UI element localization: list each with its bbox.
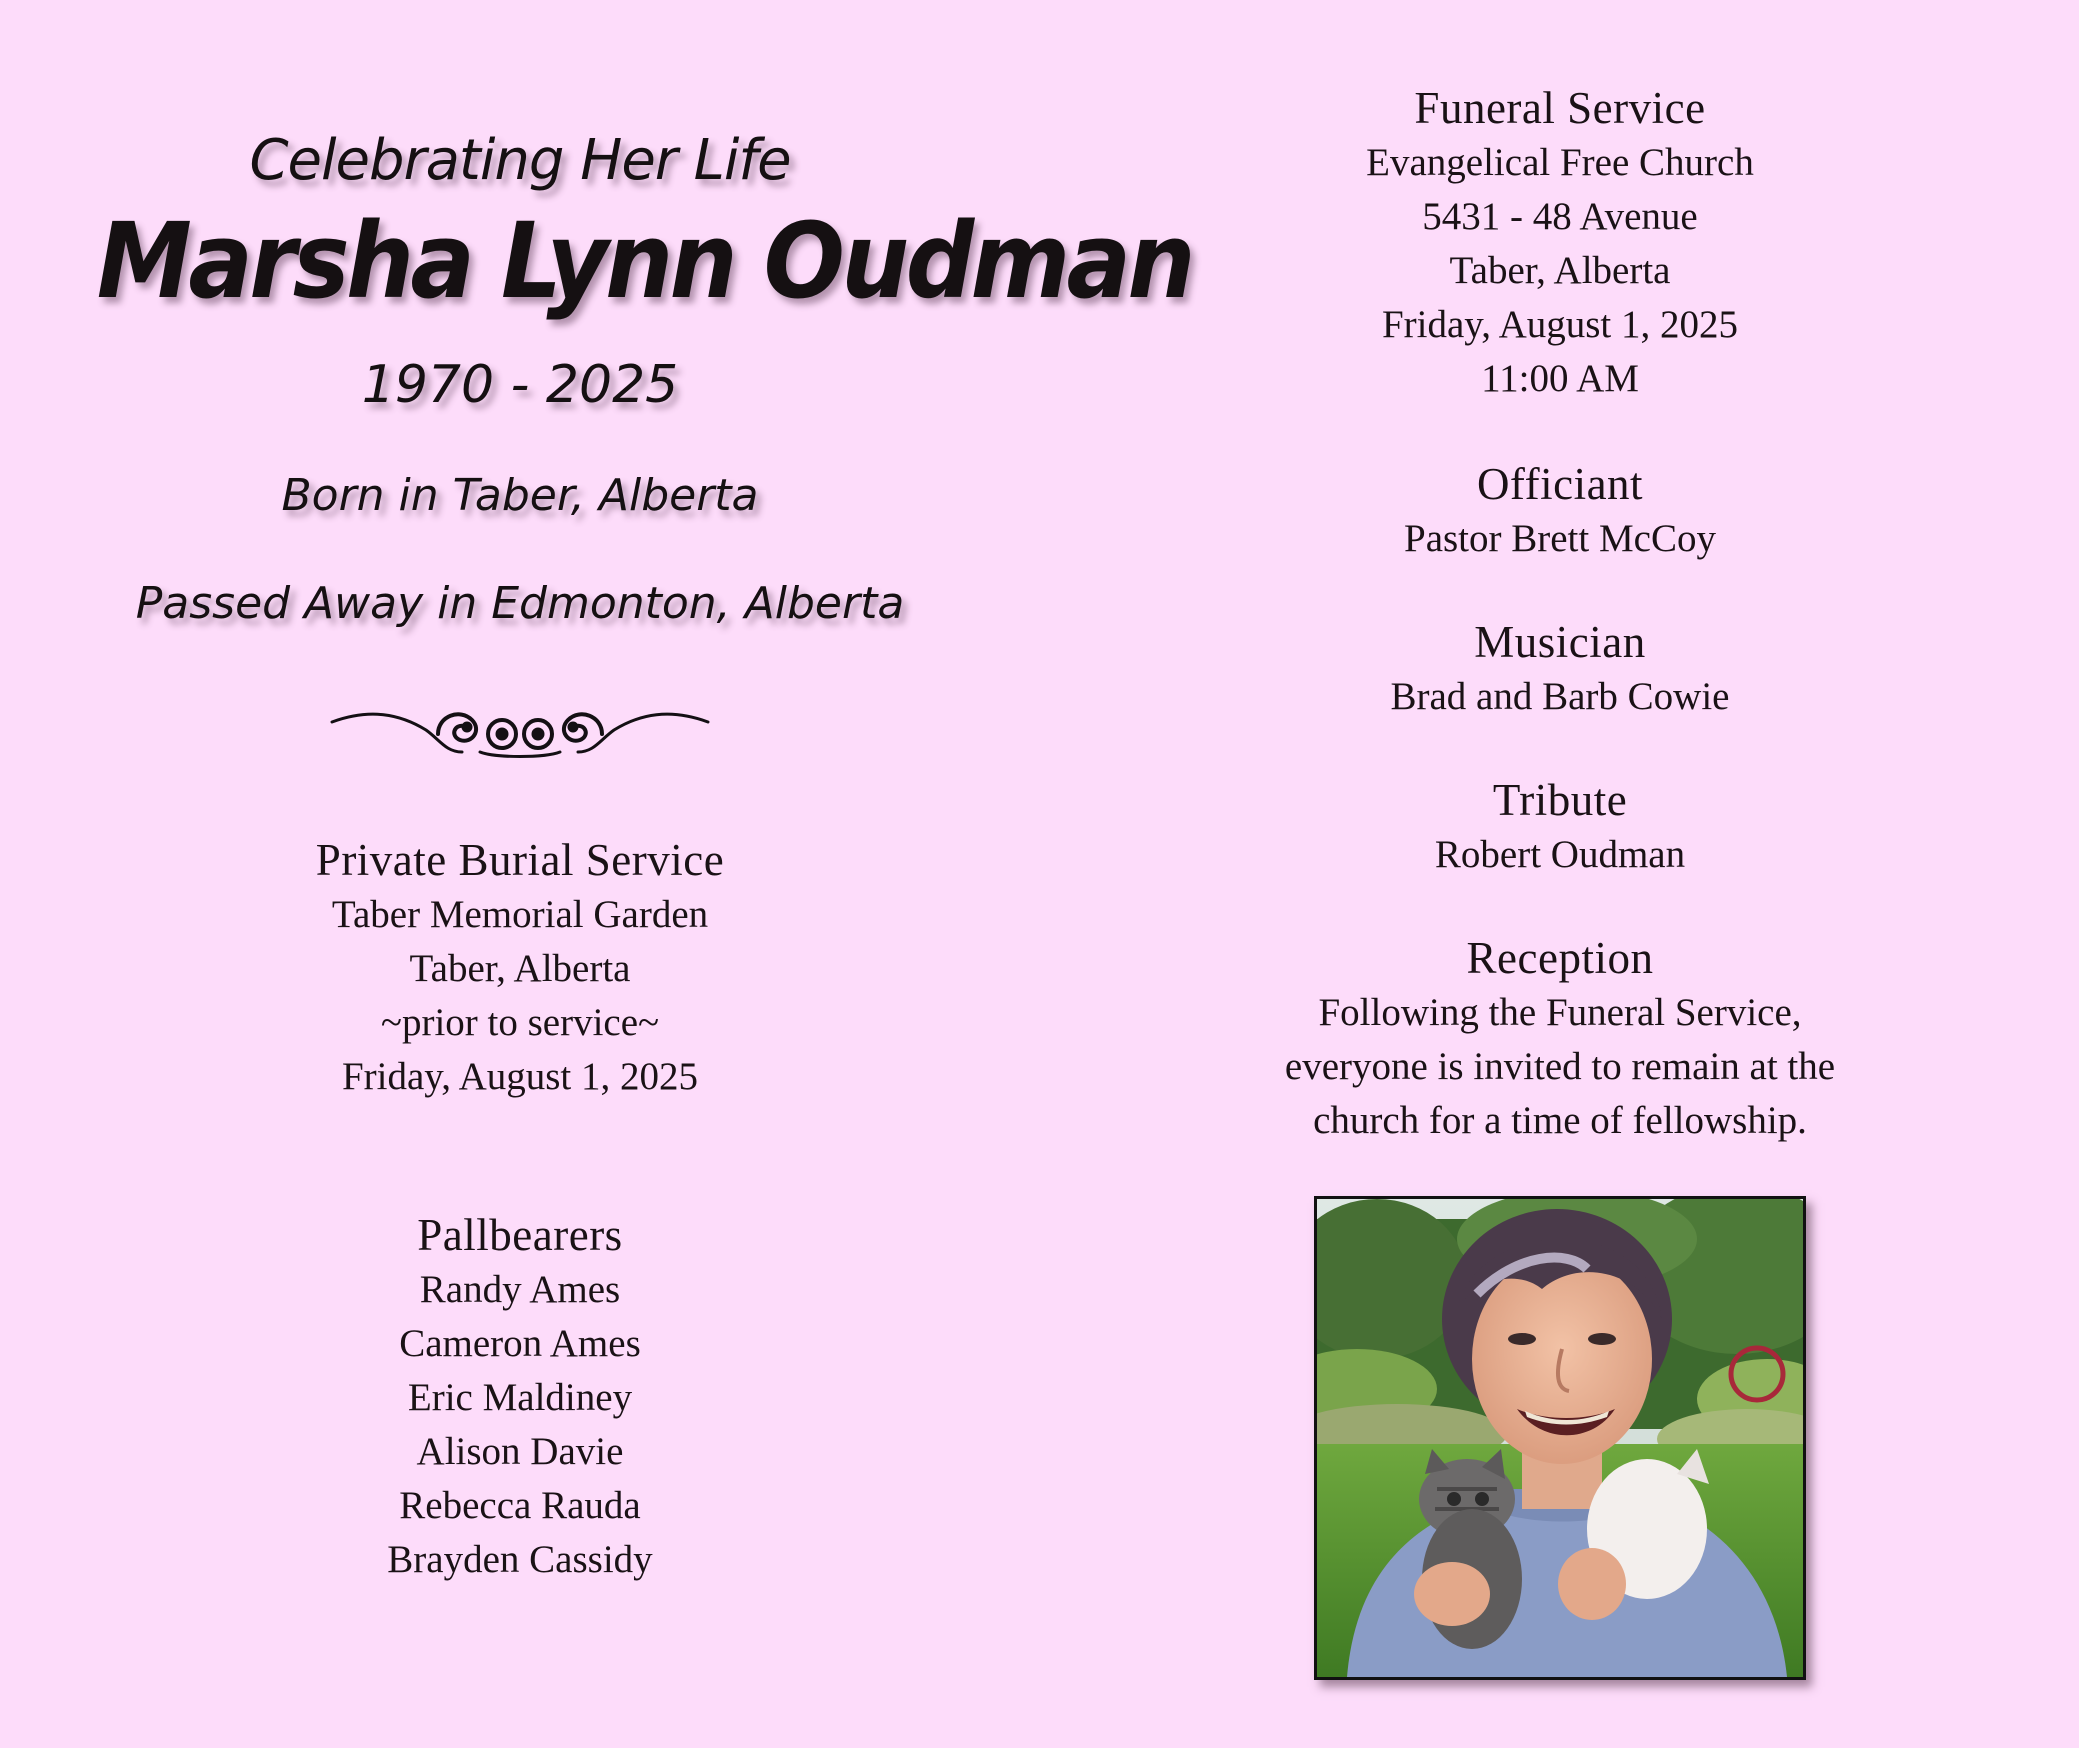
officiant-name: Pastor Brett McCoy [1404,517,1716,560]
reception-section [1140,930,1980,1148]
pallbearer-name: Eric Maldiney [407,1376,633,1419]
tribute-name: Robert Oudman [1434,833,1686,876]
pallbearer-name: Randy Ames [419,1268,621,1311]
deceased-name: Marsha Lynn Oudman [96,200,1192,322]
funeral-line: Taber, Alberta [1449,249,1671,292]
officiant-section [1140,456,1980,566]
place-of-passing: Passed Away in Edmonton, Alberta [135,578,905,629]
burial-section [60,832,980,1104]
musician-heading: Musician [1474,617,1646,667]
pallbearer-name: Rebecca Rauda [399,1484,641,1527]
reception-line: church for a time of fellowship. [1313,1099,1807,1142]
pallbearer-name: Alison Davie [416,1430,624,1473]
pallbearer-name: Cameron Ames [399,1322,641,1365]
photo-illustration [1317,1199,1803,1677]
funeral-line: Evangelical Free Church [1366,141,1754,184]
reception-line: everyone is invited to remain at the [1284,1045,1836,1088]
officiant-heading: Officiant [1476,459,1644,509]
musician-section [1140,614,1980,724]
pallbearer-name: Brayden Cassidy [387,1538,653,1581]
burial-line: Taber, Alberta [409,947,631,990]
reception-heading: Reception [1466,933,1654,983]
burial-line: ~prior to service~ [380,1001,660,1044]
funeral-line: Friday, August 1, 2025 [1381,303,1739,346]
tribute-heading: Tribute [1492,775,1628,825]
musician-name: Brad and Barb Cowie [1390,675,1730,718]
memorial-photo [1314,1196,1806,1680]
pallbearers-section [60,1207,980,1587]
celebration-kicker: Celebrating Her Life [249,128,791,193]
pallbearers-heading: Pallbearers [417,1210,623,1260]
funeral-section [1140,80,1980,406]
burial-heading: Private Burial Service [315,835,725,885]
funeral-line: 11:00 AM [1481,357,1639,400]
burial-line: Taber Memorial Garden [331,893,709,936]
life-years: 1970 - 2025 [361,355,679,415]
birthplace: Born in Taber, Alberta [281,470,759,521]
funeral-heading: Funeral Service [1414,83,1706,133]
left-panel [60,0,1192,1748]
funeral-line: 5431 - 48 Avenue [1422,195,1698,238]
tribute-section [1140,772,1980,882]
flourish-divider-icon [330,700,710,770]
burial-line: Friday, August 1, 2025 [341,1055,699,1098]
reception-line: Following the Funeral Service, [1318,991,1802,1034]
